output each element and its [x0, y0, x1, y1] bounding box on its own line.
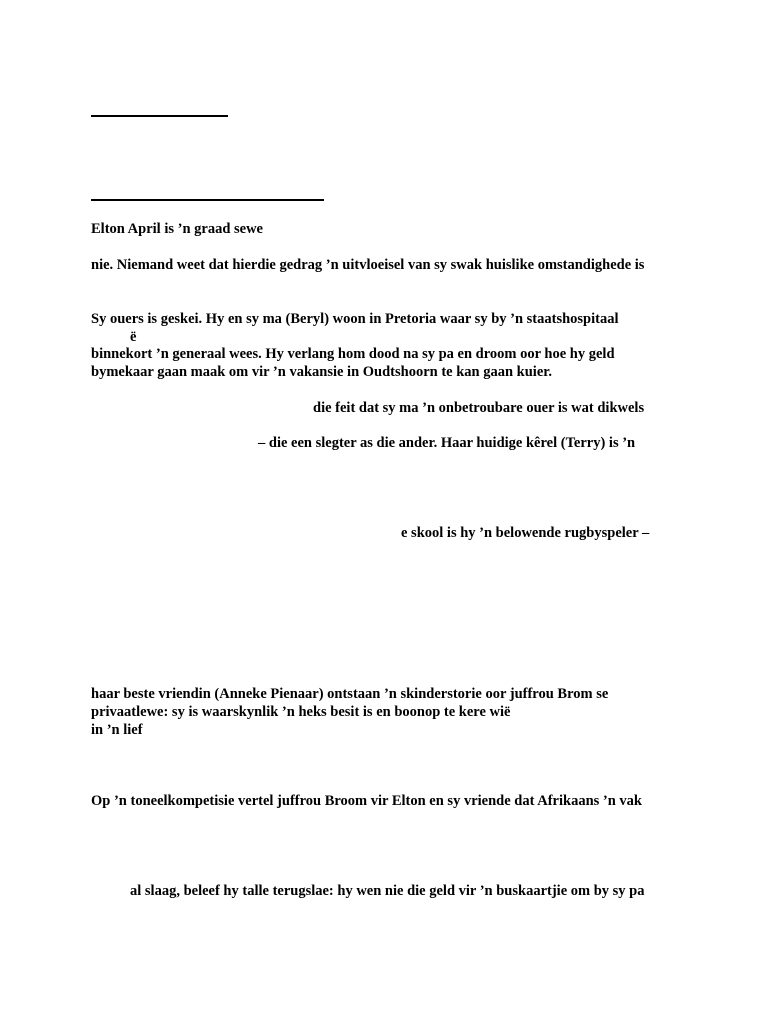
short-rule: [91, 115, 228, 117]
text-line-5: binnekort ’n generaal wees. Hy verlang hom dood na sy pa en droom oor hoe hy geld: [91, 346, 615, 362]
text-line-4: ë: [130, 329, 137, 345]
text-line-12: in ’n lief: [91, 722, 143, 738]
text-line-2: nie. Niemand weet dat hierdie gedrag ’n uitvloeisel van sy swak huislike omstandighede is: [91, 257, 645, 273]
text-line-13: Op ’n toneelkompetisie vertel juffrou Broom vir Elton en sy vriende dat Afrikaans ’n vak: [91, 793, 642, 809]
text-line-10: haar beste vriendin (Anneke Pienaar) ontstaan ’n skinderstorie oor juffrou Brom se: [91, 686, 609, 702]
text-line-11: privaatlewe: sy is waarskynlik ’n heks besit is en boonop te kere wië: [91, 704, 511, 720]
text-line-9: e skool is hy ’n belowende rugbyspeler –: [401, 525, 650, 541]
text-line-8: – die een slegter as die ander. Haar huidige kêrel (Terry) is ’n: [258, 435, 636, 451]
text-line-3: Sy ouers is geskei. Hy en sy ma (Beryl) woon in Pretoria waar sy by ’n staatshospitaal: [91, 311, 619, 327]
long-rule: [91, 199, 324, 201]
text-line-7: die feit dat sy ma ’n onbetroubare ouer is wat dikwels: [313, 400, 645, 416]
text-line-1: Elton April is ’n graad sewe: [91, 221, 263, 237]
text-line-6: bymekaar gaan maak om vir ’n vakansie in Oudtshoorn te kan gaan kuier.: [91, 364, 552, 380]
text-line-14: al slaag, beleef hy talle terugslae: hy wen nie die geld vir ’n buskaartjie om by sy pa: [130, 883, 645, 899]
